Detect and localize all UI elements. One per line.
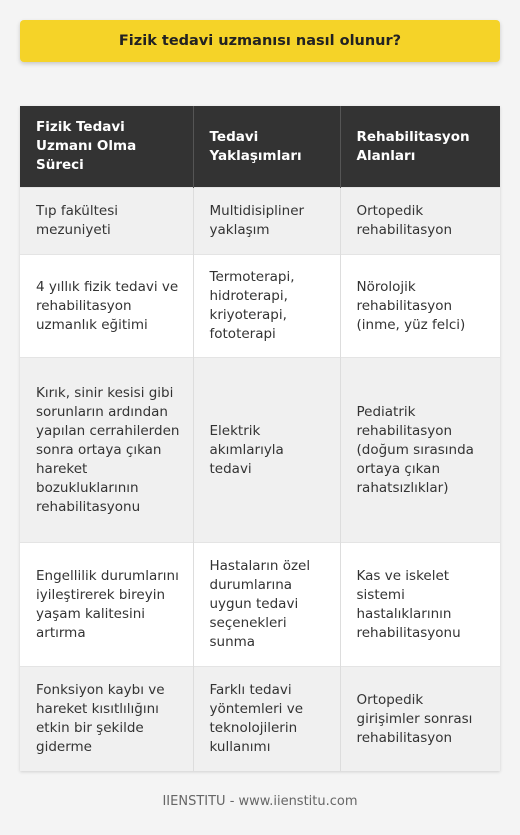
table-row xyxy=(20,188,500,255)
table-header-row xyxy=(20,106,500,188)
info-table xyxy=(20,106,500,771)
table-cell: 4 yıllık fizik tedavi ve rehabilitasyon uzmanlık eğitimi xyxy=(20,255,193,358)
table-cell: Hastaların özel durumlarına uygun tedavi seçenekleri sunma xyxy=(193,543,340,667)
table-cell: Nörolojik rehabilitasyon (inme, yüz felci) xyxy=(340,255,500,358)
table-cell: Ortopedik girişimler sonrası rehabilitasyon xyxy=(340,667,500,772)
table-cell: Fonksiyon kaybı ve hareket kısıtlılığını etkin bir şekilde giderme xyxy=(20,667,193,772)
table-cell: Kas ve iskelet sistemi hastalıklarının rehabilitasyonu xyxy=(340,543,500,667)
column-header-areas: Rehabilitasyon Alanları xyxy=(340,106,500,188)
table-row xyxy=(20,255,500,358)
table-cell: Ortopedik rehabilitasyon xyxy=(340,188,500,255)
column-header-process: Fizik Tedavi Uzmanı Olma Süreci xyxy=(20,106,193,188)
table-row xyxy=(20,358,500,543)
table-cell: Termoterapi, hidroterapi, kriyoterapi, fototerapi xyxy=(193,255,340,358)
column-header-approaches: Tedavi Yaklaşımları xyxy=(193,106,340,188)
title-banner xyxy=(20,20,500,62)
table-cell: Pediatrik rehabilitasyon (doğum sırasında ortaya çıkan rahatsızlıklar) xyxy=(340,358,500,543)
table-row xyxy=(20,667,500,772)
table-cell: Tıp fakültesi mezuniyeti xyxy=(20,188,193,255)
table-cell: Elektrik akımlarıyla tedavi xyxy=(193,358,340,543)
table-cell: Farklı tedavi yöntemleri ve teknolojilerin kullanımı xyxy=(193,667,340,772)
table-cell: Kırık, sinir kesisi gibi sorunların ardından yapılan cerrahilerden sonra ortaya çıkan hareket bozukluklarının rehabilitasyonu xyxy=(20,358,193,543)
table-cell: Multidisipliner yaklaşım xyxy=(193,188,340,255)
table-row xyxy=(20,543,500,667)
page-title: Fizik tedavi uzmanısı nasıl olunur? xyxy=(118,33,402,49)
footer-credit: IIENSTITU - www.iienstitu.com xyxy=(162,794,358,809)
table-cell: Engellilik durumlarını iyileştirerek bireyin yaşam kalitesini artırma xyxy=(20,543,193,667)
